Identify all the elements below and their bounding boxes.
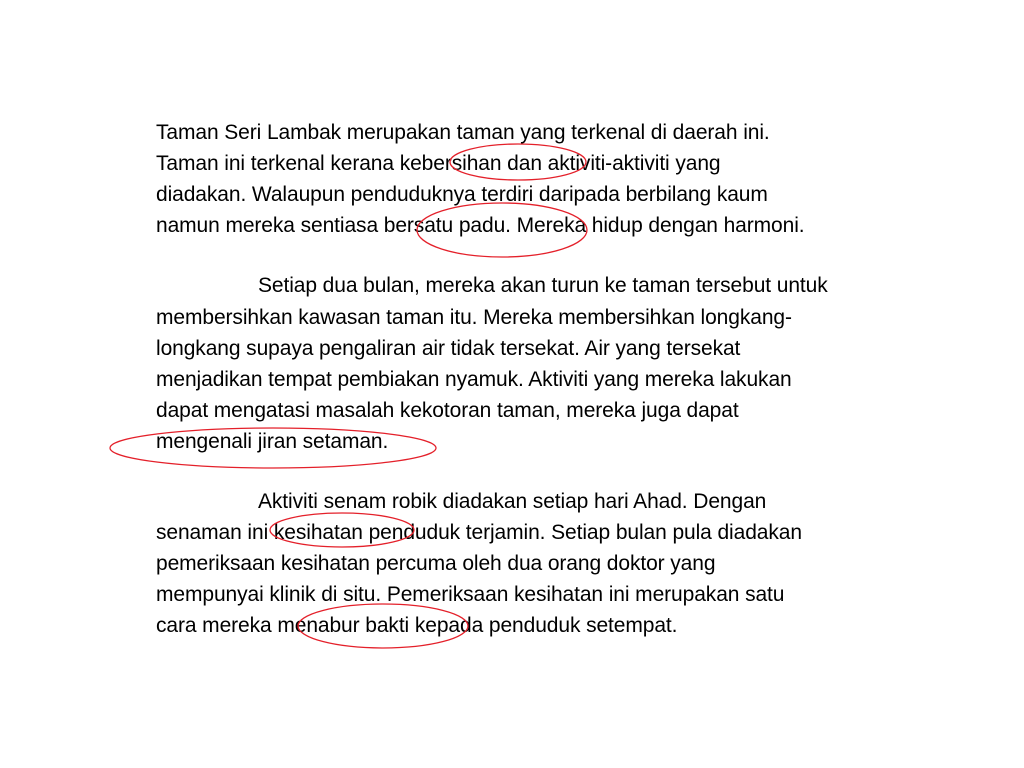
paragraph-line: menjadikan tempat pembiakan nyamuk. Aktiviti yang mereka lakukan [156,368,792,391]
paragraph-line: dapat mengatasi masalah kekotoran taman, mereka juga dapat [156,399,739,422]
paragraph-line: Aktiviti senam robik diadakan setiap hari Ahad. Dengan [258,490,767,513]
paragraph-line: namun mereka sentiasa bersatu padu. Mereka hidup dengan harmoni. [156,214,805,237]
paragraph-line: membersihkan kawasan taman itu. Mereka membersihkan longkang- [156,306,792,329]
paragraph-line: senaman ini kesihatan penduduk terjamin. Setiap bulan pula diadakan [156,521,802,544]
paragraph-line: longkang supaya pengaliran air tidak tersekat. Air yang tersekat [156,337,741,360]
paragraph-line: diadakan. Walaupun penduduknya terdiri daripada berbilang kaum [156,183,768,206]
paragraph-line: Taman Seri Lambak merupakan taman yang terkenal di daerah ini. [156,121,770,144]
paragraph-line: mempunyai klinik di situ. Pemeriksaan kesihatan ini merupakan satu [156,583,785,606]
paragraph-line: Taman ini terkenal kerana kebersihan dan aktiviti-aktiviti yang [156,152,721,175]
paragraph-line: cara mereka menabur bakti kepada penduduk setempat. [156,614,678,637]
paragraph-line: mengenali jiran setaman. [156,430,389,453]
paragraph-line: pemeriksaan kesihatan percuma oleh dua orang doktor yang [156,552,716,575]
paragraph-line: Setiap dua bulan, mereka akan turun ke taman tersebut untuk [258,274,828,297]
